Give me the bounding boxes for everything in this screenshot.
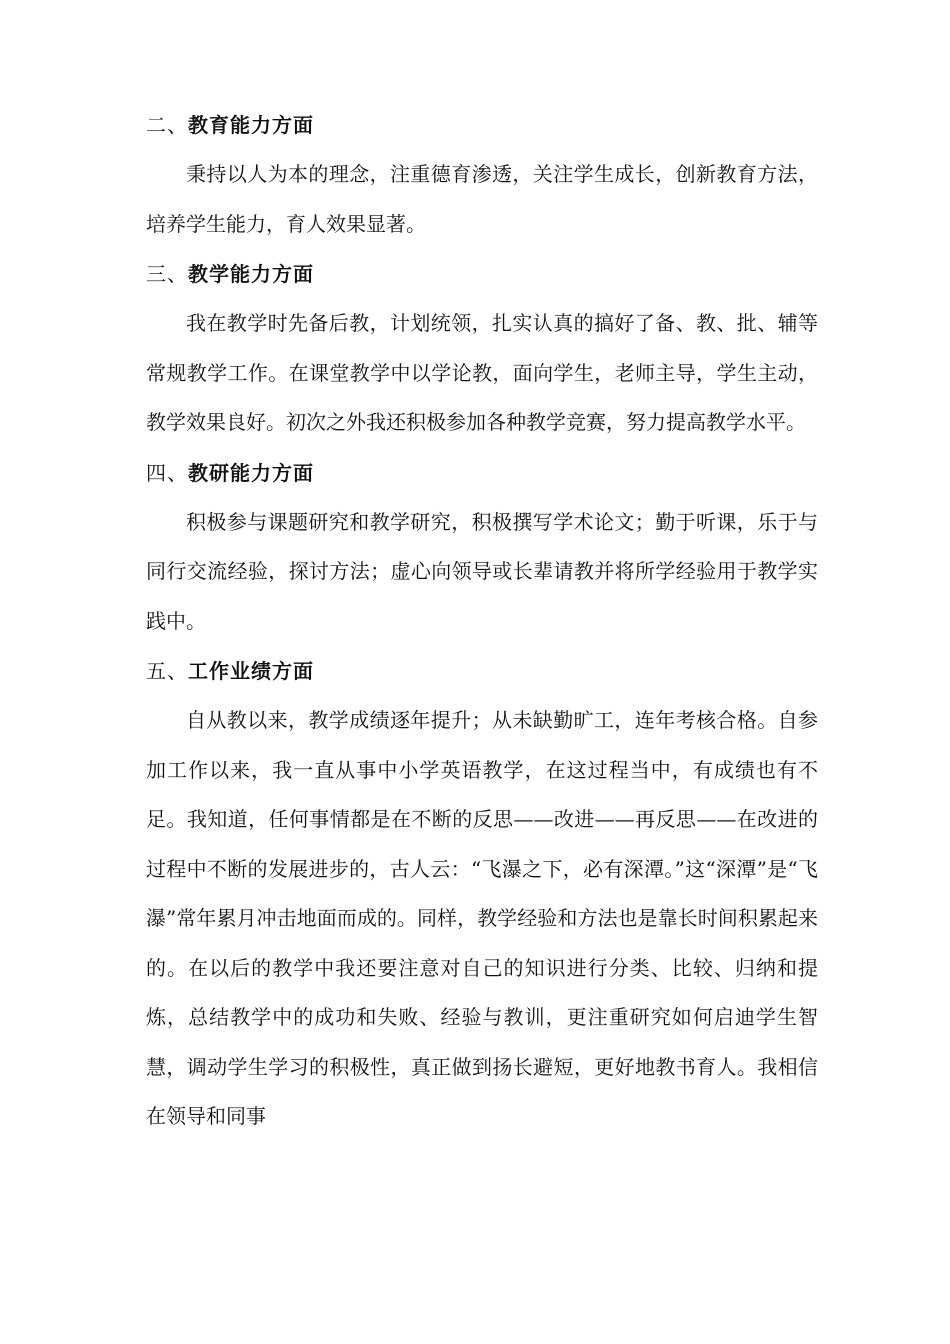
section-heading-teaching [146,249,818,299]
section-number: 四、 [146,460,188,485]
section-heading-achievements [146,646,818,696]
section-heading-research [146,448,818,498]
section-title: 教研能力方面 [188,460,314,485]
section-paragraph-research: 积极参与课题研究和教学研究，积极撰写学术论文；勤于听课，乐于与同行交流经验，探讨方法；虚心向领导或长辈请教并将所学经验用于教学实践中。 [146,509,818,633]
section-number: 三、 [146,262,188,286]
section-paragraph-teaching: 我在教学时先备后教，计划统领，扎实认真的搞好了备、教、批、辅等常规教学工作。在课堂教学中以学论教，面向学生，老师主导，学生主动，教学效果良好。初次之外我还积极参加各种教学竞赛，努力提高教学水平。 [146,311,818,434]
section-number: 五、 [146,659,188,683]
section-heading-education [146,100,818,150]
section-number: 二、 [146,113,188,137]
section-title: 教育能力方面 [188,113,314,137]
section-title: 工作业绩方面 [188,659,314,683]
section-title: 教学能力方面 [188,262,314,286]
section-paragraph-education: 秉持以人为本的理念，注重德育渗透，关注学生成长，创新教育方法，培养学生能力，育人效果显著。 [146,162,818,236]
document-body [146,100,818,1142]
section-paragraph-achievements: 自从教以来，教学成绩逐年提升；从未缺勤旷工，连年考核合格。自参加工作以来，我一直从事中小学英语教学，在这过程当中，有成绩也有不足。我知道，任何事情都是在不断的反思——改进——再反思——在改进的过程中不断的发展进步的，古人云：“飞瀑之下，必有深潭。”这“深潭”是“飞瀑”常年累月冲击地面而成的。同样，教学经验和方法也是靠长时间积累起来的。在以后的教学中我还要注意对自己的知识进行分类、比较、归纳和提炼，总结教学中的成功和失败、经验与教训，更注重研究如何启迪学生智慧，调动学生学习的积极性，真正做到扬长避短，更好地教书育人。我相信在领导和同事 [146,708,818,1128]
